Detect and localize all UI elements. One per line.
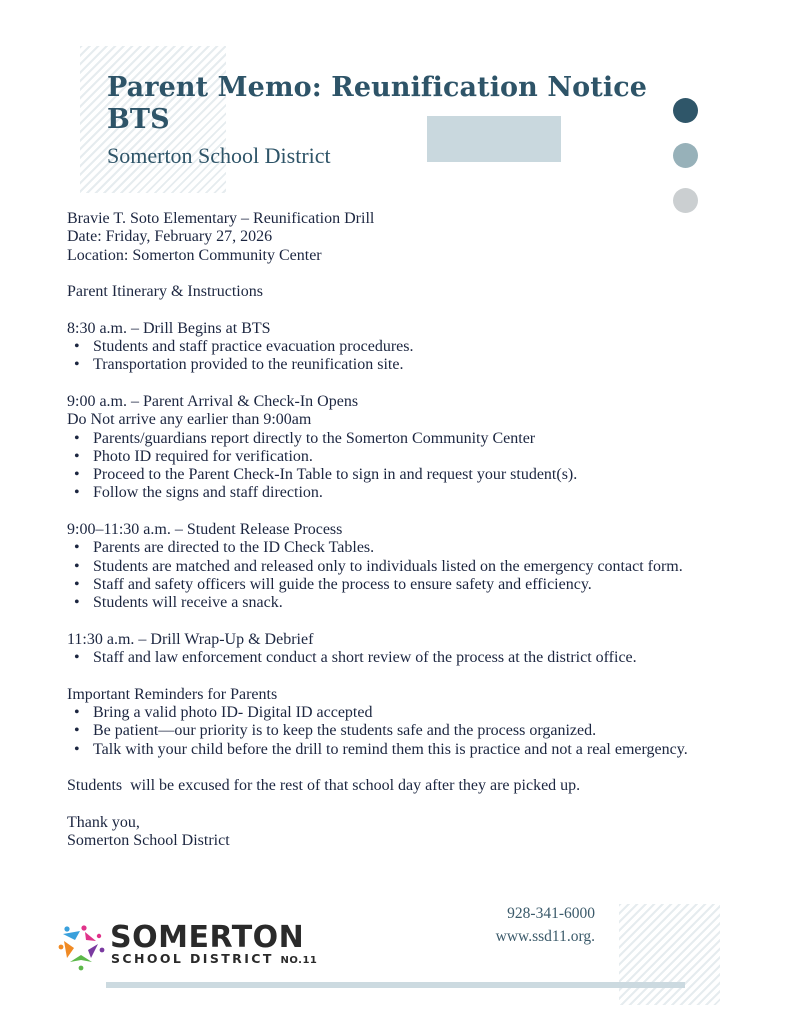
page-subtitle: Somerton School District	[107, 143, 331, 168]
location-line: Location: Somerton Community Center	[67, 246, 322, 264]
section-heading: 9:00 a.m. – Parent Arrival & Check-In Opens	[67, 392, 359, 410]
closing-signature: Somerton School District	[67, 832, 230, 850]
school-line: Bravie T. Soto Elementary – Reunification Drill	[67, 210, 375, 227]
bullet-list	[67, 539, 737, 612]
list-item: • Follow the signs and staff direction.	[93, 484, 737, 502]
list-item: • Students will receive a snack.	[93, 594, 737, 612]
section-drill-begins	[67, 320, 737, 375]
section-heading: 9:00–11:30 a.m. – Student Release Process	[67, 521, 343, 539]
section-parent-arrival	[67, 393, 737, 503]
contact-info	[496, 902, 595, 948]
closing-thanks: Thank you,	[67, 813, 140, 831]
date-line: Date: Friday, February 27, 2026	[67, 228, 273, 246]
accent-rectangle	[427, 116, 561, 162]
page-title	[107, 72, 647, 136]
bullet-list	[67, 649, 737, 667]
list-item: • Proceed to the Parent Check-In Table to sign in and request your student(s).	[93, 466, 737, 484]
section-heading: 8:30 a.m. – Drill Begins at BTS	[67, 319, 271, 337]
logo-number: NO.11	[280, 955, 318, 966]
title-line-2: BTS	[107, 104, 170, 135]
list-item: • Be patient—our priority is to keep the students safe and the process organized.	[93, 722, 737, 740]
itinerary-heading: Parent Itinerary & Instructions	[67, 283, 263, 301]
section-heading: 11:30 a.m. – Drill Wrap-Up & Debrief	[67, 630, 314, 648]
excused-note: Students will be excused for the rest of that school day after they are picked up.	[67, 777, 581, 795]
district-logo	[58, 920, 318, 968]
bullet-list	[67, 430, 737, 503]
list-item: • Staff and law enforcement conduct a short review of the process at the district office.	[93, 649, 737, 667]
list-item: • Students are matched and released only to individuals listed on the emergency contact form.	[93, 558, 737, 576]
bullet-list	[67, 704, 737, 759]
list-item: • Talk with your child before the drill to remind them this is practice and not a real emergency.	[93, 741, 737, 759]
list-item: • Photo ID required for verification.	[93, 448, 737, 466]
section-reminders	[67, 686, 737, 759]
list-item: • Staff and safety officers will guide the process to ensure safety and efficiency.	[93, 576, 737, 594]
section-student-release	[67, 521, 737, 612]
logo-subtitle	[111, 952, 317, 968]
decor-dot-medium	[673, 143, 698, 168]
list-item: • Students and staff practice evacuation procedures.	[93, 338, 737, 356]
memo-body	[67, 210, 737, 850]
list-item: • Bring a valid photo ID- Digital ID accepted	[93, 704, 737, 722]
list-item: • Transportation provided to the reunification site.	[93, 356, 737, 374]
list-item: • Parents/guardians report directly to the Somerton Community Center	[93, 430, 737, 448]
logo-wordmark: SOMERTON	[110, 920, 305, 955]
section-heading: Important Reminders for Parents	[67, 685, 278, 703]
hatched-decoration-bottom	[619, 904, 720, 1005]
website-link[interactable]: www.ssd11.org.	[495, 928, 595, 945]
logo-subtitle-text: SCHOOL DISTRICT	[111, 951, 274, 966]
footer-bar	[106, 982, 685, 988]
phone-number: 928-341-6000	[507, 905, 595, 922]
decor-dot-dark	[673, 98, 698, 123]
bullet-list	[67, 338, 737, 375]
section-wrap-up	[67, 631, 737, 668]
list-item: • Parents are directed to the ID Check Tables.	[93, 539, 737, 557]
title-line-1: Parent Memo: Reunification Notice	[107, 72, 648, 103]
section-note: Do Not arrive any earlier than 9:00am	[67, 411, 312, 429]
star-people-icon	[58, 924, 106, 972]
